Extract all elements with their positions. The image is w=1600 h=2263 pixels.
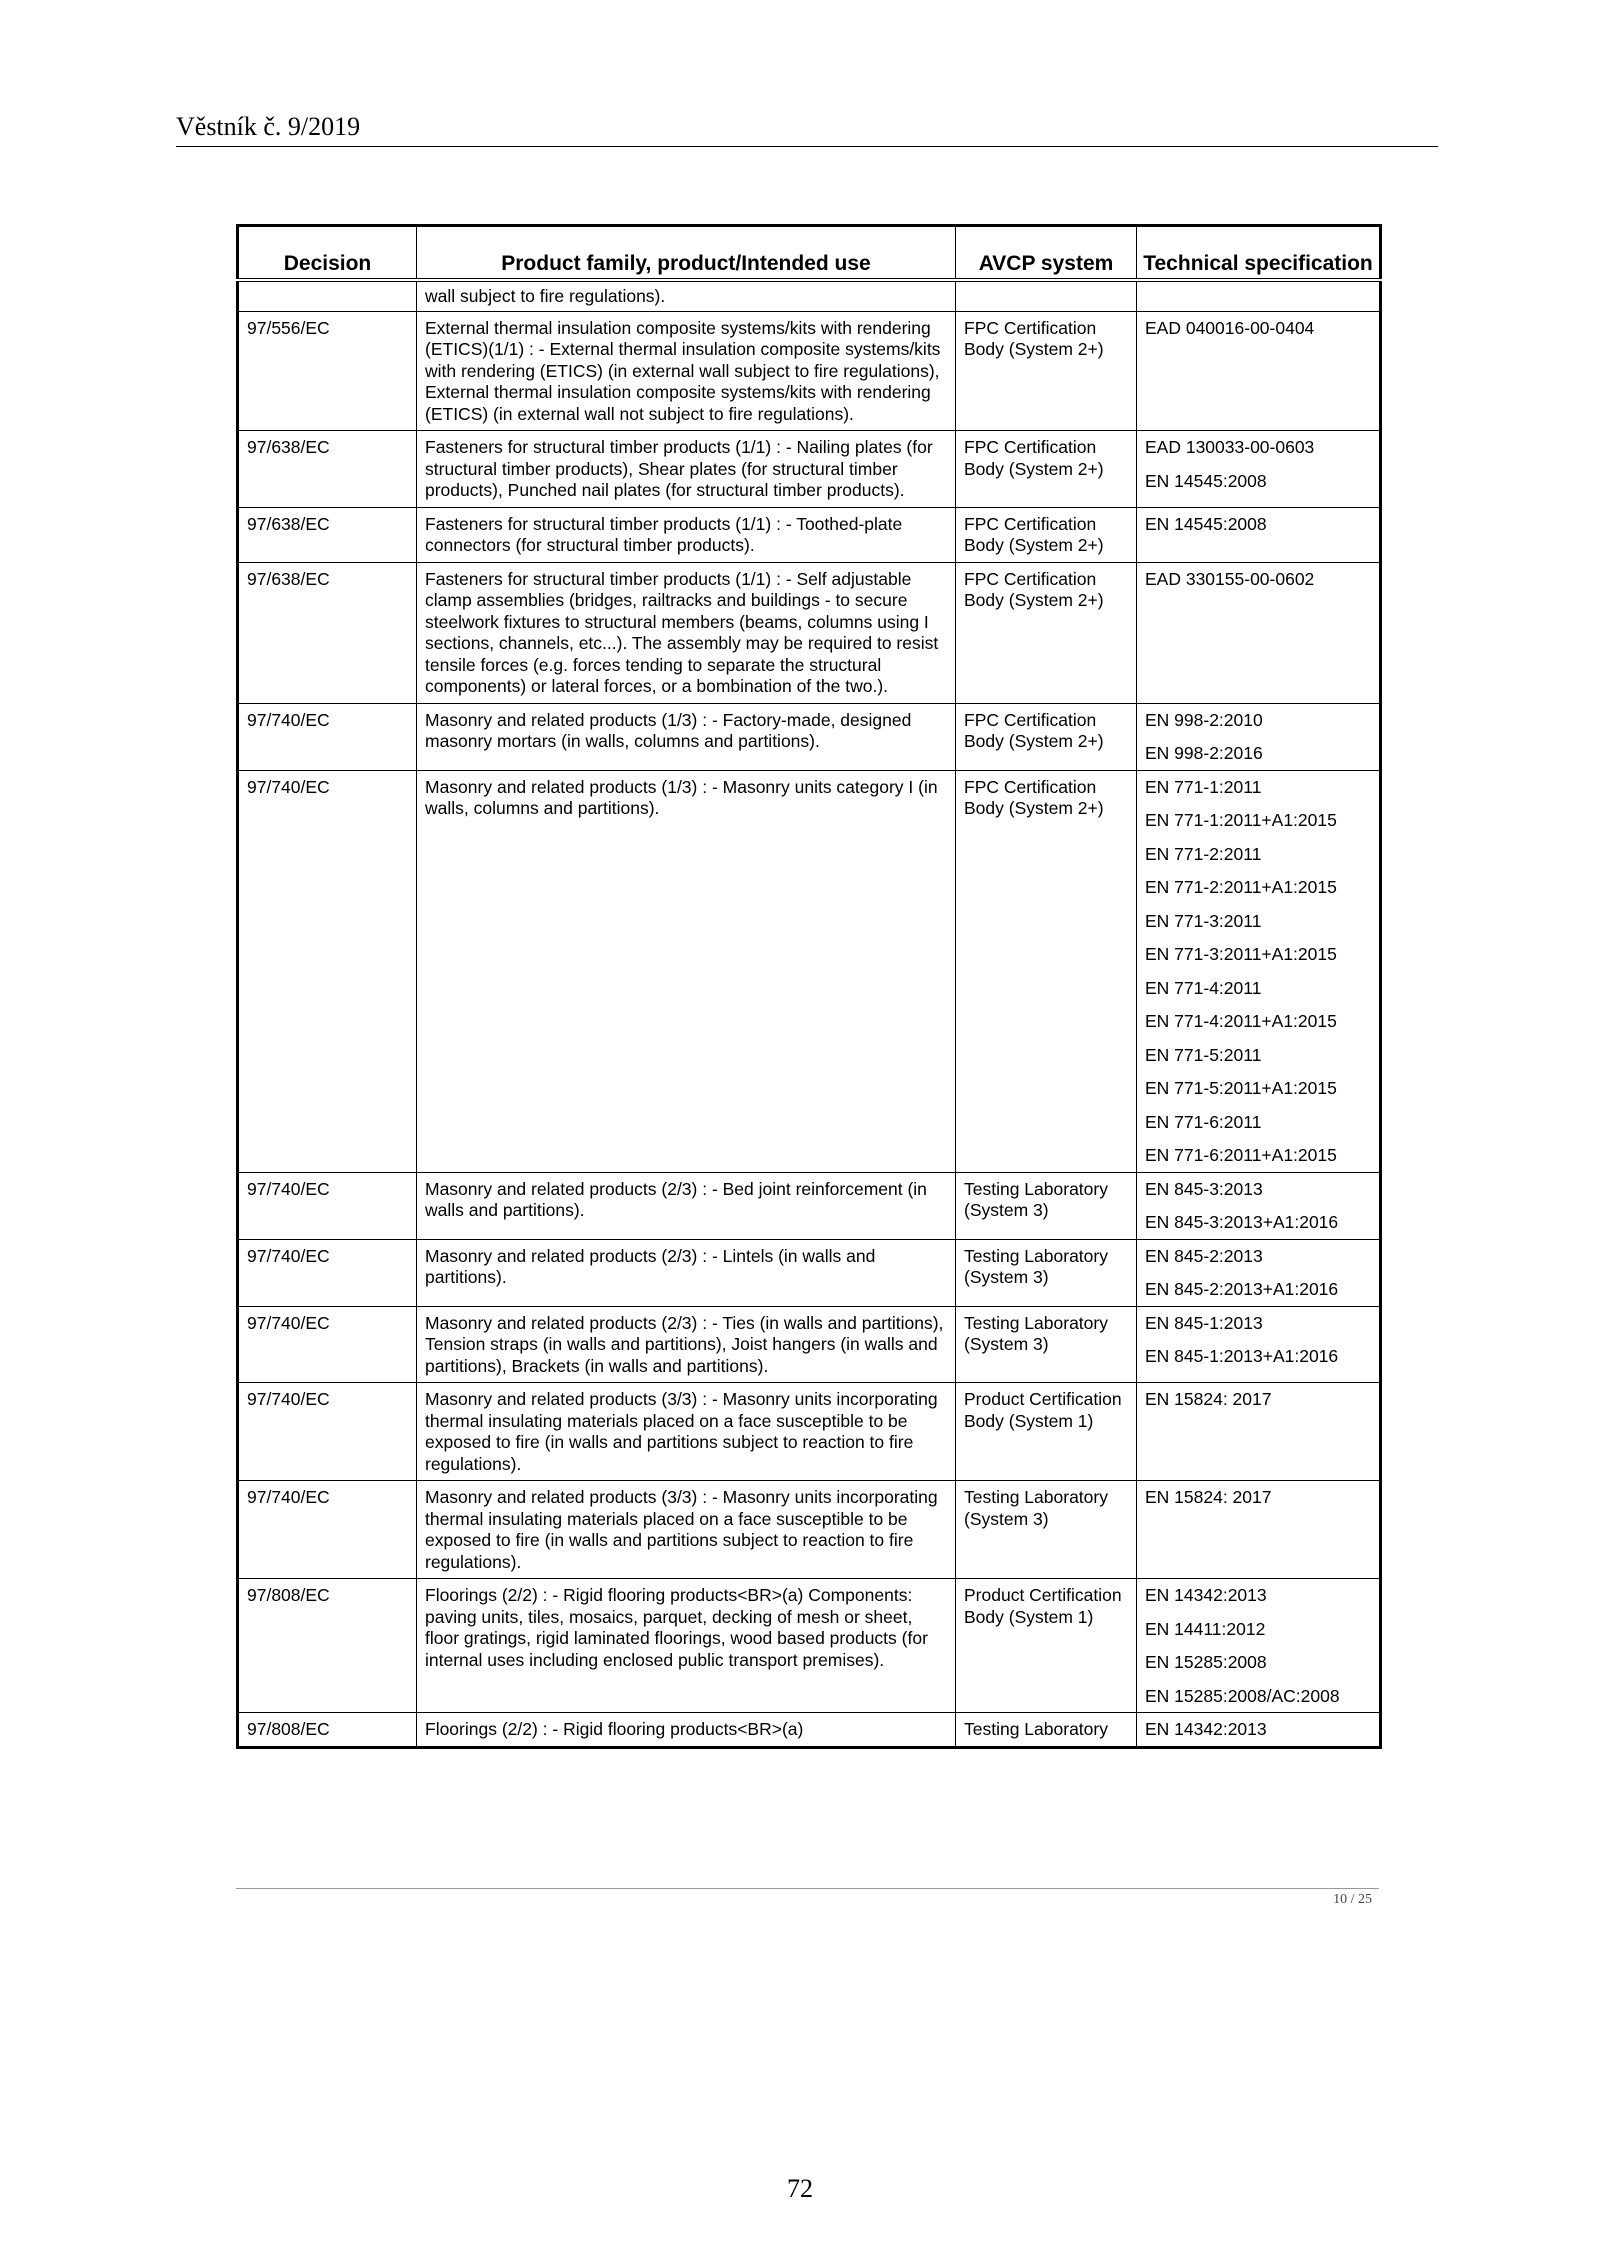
table-cell-product: Floorings (2/2) : - Rigid flooring products<BR>(a) <box>417 1713 956 1748</box>
table-cell-product: Masonry and related products (2/3) : - Bed joint reinforcement (in walls and partitions). <box>417 1172 956 1239</box>
table-cell-avcp: FPC Certification Body (System 2+) <box>956 431 1137 508</box>
specification-line: EN 771-1:2011 <box>1145 776 1262 797</box>
specification-line: EN 998-2:2016 <box>1145 743 1263 763</box>
table-cell-specification <box>1137 562 1381 703</box>
page-header-title: Věstník č. 9/2019 <box>176 112 361 141</box>
table-cell-specification <box>1137 507 1381 562</box>
table-cell-decision: 97/740/EC <box>238 1172 417 1239</box>
specification-line: EN 771-3:2011 <box>1145 910 1262 931</box>
table-cell-product: Fasteners for structural timber products (1/1) : - Nailing plates (for structural timber products), Shear plates (for structural timber products), Punched nail plates (for structural timber products). <box>417 431 956 508</box>
specification-line: EN 15824: 2017 <box>1145 1389 1272 1409</box>
table-cell-avcp: Product Certification Body (System 1) <box>956 1579 1137 1713</box>
table-cell-decision: 97/740/EC <box>238 1383 417 1481</box>
table-cell-decision: 97/740/EC <box>238 770 417 1172</box>
table-cell-avcp: FPC Certification Body (System 2+) <box>956 311 1137 431</box>
page-counter: 10 / 25 <box>1333 1892 1372 1907</box>
specification-line: EN 14342:2013 <box>1145 1719 1267 1739</box>
specification-line: EN 771-5:2011 <box>1145 1044 1262 1065</box>
specification-line: EN 14545:2008 <box>1145 513 1267 534</box>
specification-line: EN 14411:2012 <box>1145 1618 1266 1639</box>
table-row <box>238 1306 1381 1383</box>
table-cell-avcp: Product Certification Body (System 1) <box>956 1383 1137 1481</box>
column-header-decision: Decision <box>238 226 417 281</box>
table-cell-decision: 97/740/EC <box>238 1239 417 1306</box>
specification-line: EN 845-3:2013 <box>1145 1178 1263 1199</box>
specification-line: EN 771-5:2011+A1:2015 <box>1145 1078 1337 1098</box>
table-row <box>238 1579 1381 1713</box>
table-body <box>238 280 1381 1747</box>
specification-line: EN 771-4:2011+A1:2015 <box>1145 1011 1337 1031</box>
table-cell-specification <box>1137 1239 1381 1306</box>
specification-line: EN 15824: 2017 <box>1145 1487 1272 1507</box>
table-cell-specification <box>1137 431 1381 508</box>
table-cell-specification <box>1137 311 1381 431</box>
footer-divider <box>236 1888 1379 1889</box>
table-cell-product: Masonry and related products (1/3) : - Factory-made, designed masonry mortars (in walls, columns and partitions). <box>417 703 956 770</box>
specification-line: EN 14545:2008 <box>1145 470 1267 491</box>
table-cell-specification <box>1137 1172 1381 1239</box>
table-header-row <box>238 226 1381 281</box>
table-row <box>238 1172 1381 1239</box>
specification-line: EN 771-6:2011+A1:2015 <box>1145 1145 1337 1165</box>
table-row <box>238 770 1381 1172</box>
table-cell-avcp: FPC Certification Body (System 2+) <box>956 507 1137 562</box>
specification-line: EN 771-3:2011+A1:2015 <box>1145 944 1337 964</box>
table-cell-avcp <box>956 280 1137 311</box>
table-row <box>238 507 1381 562</box>
table-row <box>238 1481 1381 1579</box>
table-cell-product: wall subject to fire regulations). <box>417 280 956 311</box>
table-row <box>238 1383 1381 1481</box>
table-cell-avcp: Testing Laboratory (System 3) <box>956 1306 1137 1383</box>
specification-line: EN 771-2:2011 <box>1145 843 1262 864</box>
table-cell-decision: 97/638/EC <box>238 431 417 508</box>
table-cell-decision <box>238 280 417 311</box>
table-cell-avcp: FPC Certification Body (System 2+) <box>956 770 1137 1172</box>
table-row <box>238 562 1381 703</box>
table-cell-avcp: Testing Laboratory <box>956 1713 1137 1748</box>
table-row <box>238 311 1381 431</box>
specification-line: EN 14342:2013 <box>1145 1585 1267 1605</box>
table-cell-avcp: Testing Laboratory (System 3) <box>956 1239 1137 1306</box>
specification-line: EN 845-1:2013+A1:2016 <box>1145 1346 1339 1366</box>
specification-line: EN 998-2:2010 <box>1145 709 1263 730</box>
column-header-avcp: AVCP system <box>956 226 1137 281</box>
table-cell-decision: 97/638/EC <box>238 562 417 703</box>
specification-line: EAD 040016-00-0404 <box>1145 317 1315 338</box>
table-cell-avcp: Testing Laboratory (System 3) <box>956 1481 1137 1579</box>
table-row <box>238 703 1381 770</box>
table-cell-decision: 97/808/EC <box>238 1579 417 1713</box>
table-cell-specification <box>1137 280 1381 311</box>
table-cell-product: Masonry and related products (2/3) : - Ties (in walls and partitions), Tension straps (in walls and partitions), Joist hangers (in walls and partitions), Brackets (in walls and partitions). <box>417 1306 956 1383</box>
column-header-product: Product family, product/Intended use <box>417 226 956 281</box>
table-row-continuation <box>238 280 1381 311</box>
header-divider <box>176 146 1438 147</box>
specification-line: EAD 130033-00-0603 <box>1145 437 1315 457</box>
table-cell-product: Masonry and related products (1/3) : - Masonry units category I (in walls, columns and partitions). <box>417 770 956 1172</box>
table-cell-product: Masonry and related products (3/3) : - Masonry units incorporating thermal insulating materials placed on a face susceptible to be exposed to fire (in walls and partitions subject to reaction to fire regulations). <box>417 1481 956 1579</box>
table-cell-specification <box>1137 1383 1381 1481</box>
table-cell-decision: 97/556/EC <box>238 311 417 431</box>
specification-line: EN 845-2:2013 <box>1145 1245 1263 1266</box>
column-header-specification: Technical specification <box>1137 226 1381 281</box>
table-cell-product: External thermal insulation composite systems/kits with rendering (ETICS)(1/1) : - External thermal insulation composite systems/kits with rendering (ETICS) (in external wall subject to fire regulations), External thermal insulation composite systems/kits with rendering (ETICS) (in external wall not subject to fire regulations). <box>417 311 956 431</box>
table-cell-decision: 97/740/EC <box>238 1306 417 1383</box>
table-cell-product: Fasteners for structural timber products (1/1) : - Toothed-plate connectors (for structural timber products). <box>417 507 956 562</box>
table-cell-specification <box>1137 1713 1381 1748</box>
table-cell-product: Masonry and related products (3/3) : - Masonry units incorporating thermal insulating materials placed on a face susceptible to be exposed to fire (in walls and partitions subject to reaction to fire regulations). <box>417 1383 956 1481</box>
table-row <box>238 431 1381 508</box>
specification-line: EN 845-3:2013+A1:2016 <box>1145 1212 1339 1232</box>
table-cell-specification <box>1137 1481 1381 1579</box>
specification-line: EN 771-4:2011 <box>1145 977 1262 998</box>
table-cell-product: Floorings (2/2) : - Rigid flooring products<BR>(a) Components: paving units, tiles, mosaics, parquet, decking of mesh or sheet, floor gratings, rigid laminated floorings, wood based products (for internal uses including enclosed public transport premises). <box>417 1579 956 1713</box>
specification-line: EN 845-1:2013 <box>1145 1312 1263 1333</box>
table-cell-decision: 97/638/EC <box>238 507 417 562</box>
table-cell-product: Fasteners for structural timber products (1/1) : - Self adjustable clamp assemblies (bridges, railtracks and buildings - to secure steelwork fixtures to structural members (beams, columns using I sections, channels, etc...). The assembly may be required to resist tensile forces (e.g. forces tending to separate the structural components) or lateral forces, or a bombination of the two.). <box>417 562 956 703</box>
table-cell-avcp: Testing Laboratory (System 3) <box>956 1172 1137 1239</box>
specification-line: EN 845-2:2013+A1:2016 <box>1145 1279 1339 1299</box>
table-cell-decision: 97/740/EC <box>238 1481 417 1579</box>
table-cell-decision: 97/808/EC <box>238 1713 417 1748</box>
table-cell-product: Masonry and related products (2/3) : - Lintels (in walls and partitions). <box>417 1239 956 1306</box>
specification-line: EN 15285:2008/AC:2008 <box>1145 1685 1340 1706</box>
table-cell-avcp: FPC Certification Body (System 2+) <box>956 703 1137 770</box>
specification-line: EN 771-6:2011 <box>1145 1111 1262 1132</box>
table-cell-specification <box>1137 1306 1381 1383</box>
specification-line: EN 771-1:2011+A1:2015 <box>1145 810 1337 830</box>
table-cell-specification <box>1137 1579 1381 1713</box>
certification-table <box>236 224 1382 1749</box>
table-cell-decision: 97/740/EC <box>238 703 417 770</box>
table-row <box>238 1713 1381 1748</box>
specification-line: EN 15285:2008 <box>1145 1652 1267 1672</box>
specification-line: EAD 330155-00-0602 <box>1145 568 1315 589</box>
table-cell-specification <box>1137 703 1381 770</box>
table-cell-avcp: FPC Certification Body (System 2+) <box>956 562 1137 703</box>
page-number: 72 <box>787 2174 813 2203</box>
certification-table-container <box>236 224 1379 1749</box>
table-cell-specification <box>1137 770 1381 1172</box>
table-row <box>238 1239 1381 1306</box>
specification-line: EN 771-2:2011+A1:2015 <box>1145 877 1337 897</box>
